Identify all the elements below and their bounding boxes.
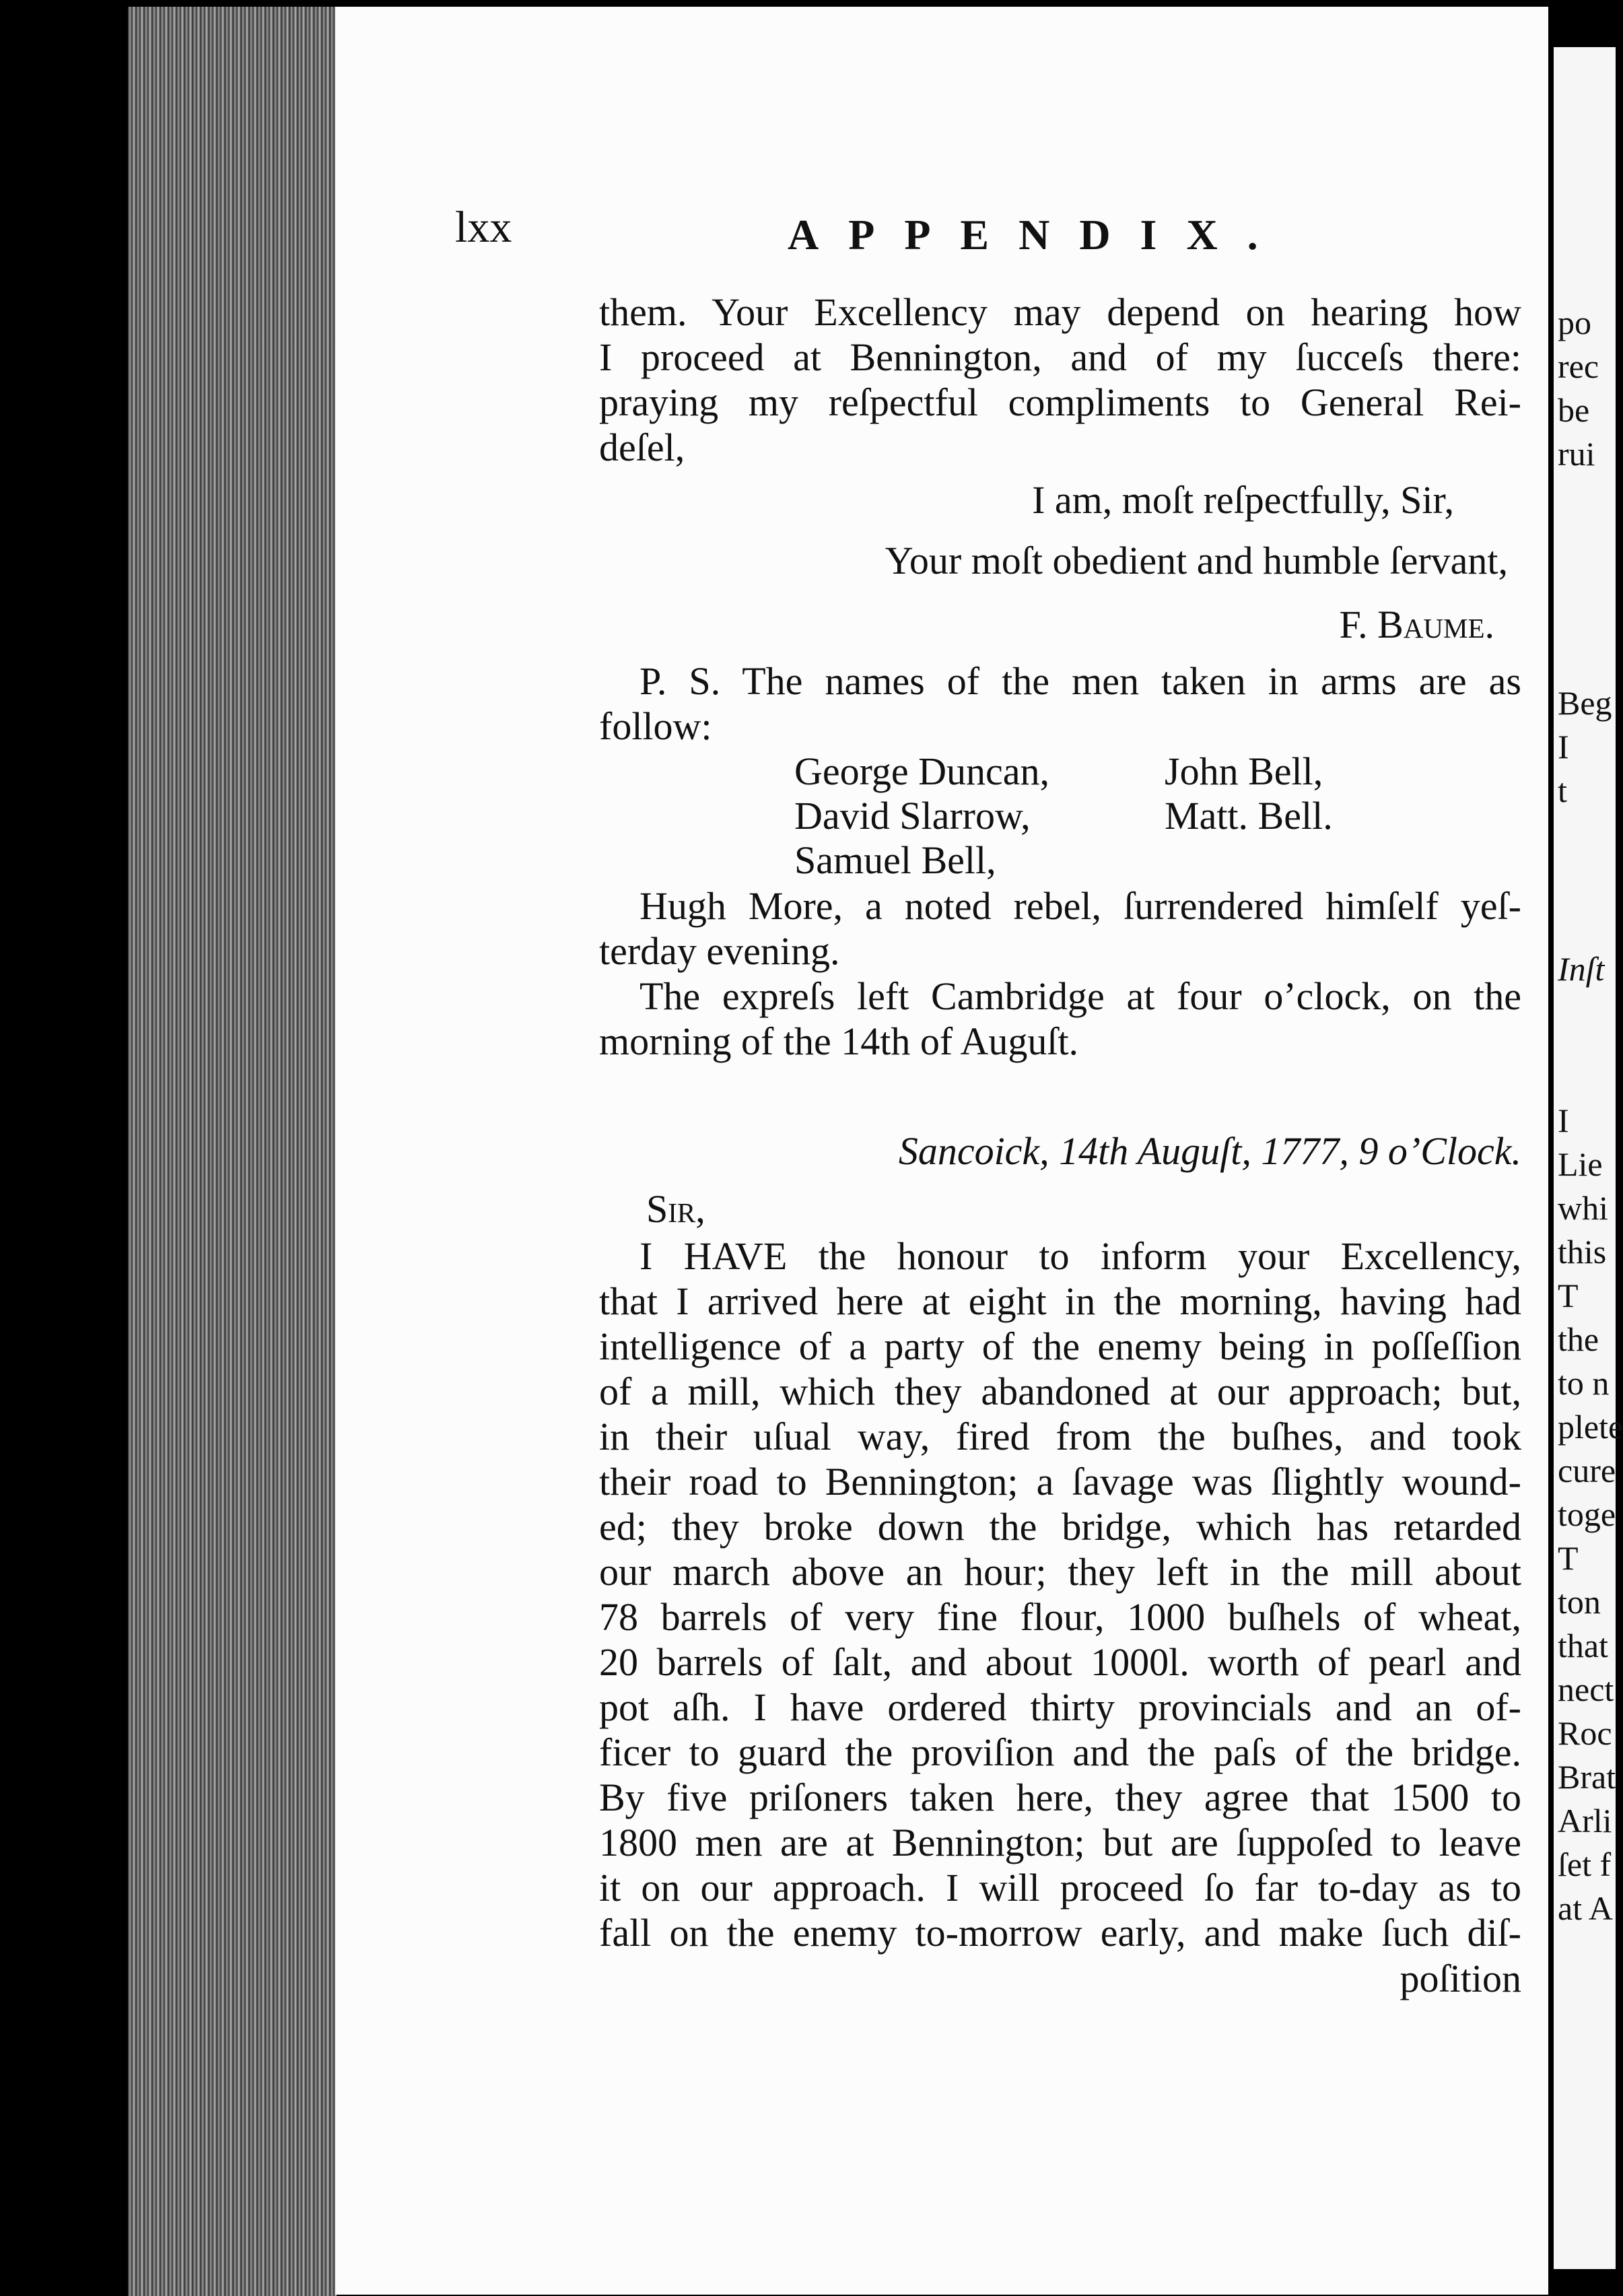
fragment: the [1558,1320,1599,1358]
name-entry: Samuel Bell, [794,838,996,882]
text-line: I HAVE the honour to inform your Excellency, [640,1234,1521,1278]
text-line: follow: [599,704,712,748]
text-line: P. S. The names of the men taken in arms are as [640,659,1521,703]
text-line: By five priſoners taken here, they agree that 1500 to [599,1776,1521,1819]
fragment: rec [1558,347,1599,385]
text-line: terday evening. [599,929,840,973]
fragment: to n [1558,1364,1610,1402]
text-line: I proceed at Bennington, and of my ſucceſs there: [599,335,1521,379]
fragment: this [1558,1233,1607,1271]
text-line: pot aſh. I have ordered thirty provincials and an of- [599,1685,1521,1729]
fragment: ton [1558,1583,1601,1621]
text-line: morning of the 14th of Auguſt. [599,1019,1079,1063]
name-entry: Matt. Bell. [1165,794,1333,838]
text-line: 20 barrels of ſalt, and about 1000l. worth of pearl and [599,1640,1521,1684]
fragment: Inſt [1558,950,1605,988]
fragment: Lie [1558,1145,1603,1183]
fragment: Brat [1558,1758,1616,1796]
text-line: in their uſual way, fired from the buſhes, and took [599,1415,1521,1458]
fragment: Arli [1558,1802,1612,1839]
fragment: ſet f [1558,1846,1612,1883]
text-line: ed; they broke down the bridge, which has retarded [599,1505,1521,1549]
fragment: rui [1558,435,1595,473]
fragment: toge [1558,1495,1616,1533]
fragment: T [1558,1539,1579,1577]
running-head: APPENDIX. [788,211,1288,259]
page-edges [128,7,337,2296]
fragment: I [1558,1102,1569,1139]
text-line: 78 barrels of very fine flour, 1000 buſhels of wheat, [599,1595,1521,1639]
name-entry: John Bell, [1165,749,1323,793]
names-list [599,749,1521,883]
name-entry: George Duncan, [794,749,1050,793]
fragment: nect [1558,1670,1614,1708]
text-line: Hugh More, a noted rebel, ſurrendered himſelf yeſ- [640,884,1521,928]
fragment: t [1558,772,1567,809]
salutation: Sir, [646,1187,705,1231]
fragment: cure [1558,1452,1616,1489]
name-entry: David Slarrow, [794,794,1031,838]
fragment: Beg [1558,684,1612,722]
text-line: that I arrived here at eight in the morning, having had [599,1279,1521,1323]
fragment: that [1558,1627,1608,1664]
fragment: Roc [1558,1714,1612,1752]
text-line: The expreſs left Cambridge at four o’clock, on the [640,974,1521,1018]
letter-closing: I am, moſt reſpectfully, Sir, [1032,478,1454,522]
text-line: of a mill, which they abandoned at our approach; but, [599,1370,1521,1413]
catchword: poſition [1400,1957,1521,2000]
page-body [599,290,1521,2002]
fragment: plete [1558,1408,1623,1446]
letter-dateline: Sancoick, 14th Auguſt, 1777, 9 o’Clock. [898,1129,1521,1173]
letter-closing: Your moſt obedient and humble ſervant, [885,539,1508,582]
signature: F. Baume. [1339,603,1494,646]
fragment: at A [1558,1889,1613,1927]
text-line: praying my reſpectful compliments to General Rei- [599,380,1521,424]
folio-number: lxx [455,203,512,252]
text-line: 1800 men are at Bennington; but are ſuppoſed to leave [599,1821,1521,1864]
fragment: I [1558,728,1569,766]
text-line: them. Your Excellency may depend on hearing how [599,290,1521,334]
text-line: intelligence of a party of the enemy being in poſſeſſion [599,1324,1521,1368]
fragment: whi [1558,1189,1608,1227]
fragment: T [1558,1277,1579,1314]
text-line: their road to Bennington; a ſavage was ſlightly wound- [599,1460,1521,1504]
text-line: our march above an hour; they left in the mill about [599,1550,1521,1594]
fragment: po [1558,304,1591,341]
fragment: be [1558,391,1590,429]
text-line: it on our approach. I will proceed ſo far to-day as to [599,1866,1521,1910]
text-line: fall on the enemy to-morrow early, and make ſuch diſ- [599,1911,1521,1955]
text-line: deſel, [599,426,685,469]
text-line: ficer to guard the proviſion and the paſs of the bridge. [599,1730,1521,1774]
